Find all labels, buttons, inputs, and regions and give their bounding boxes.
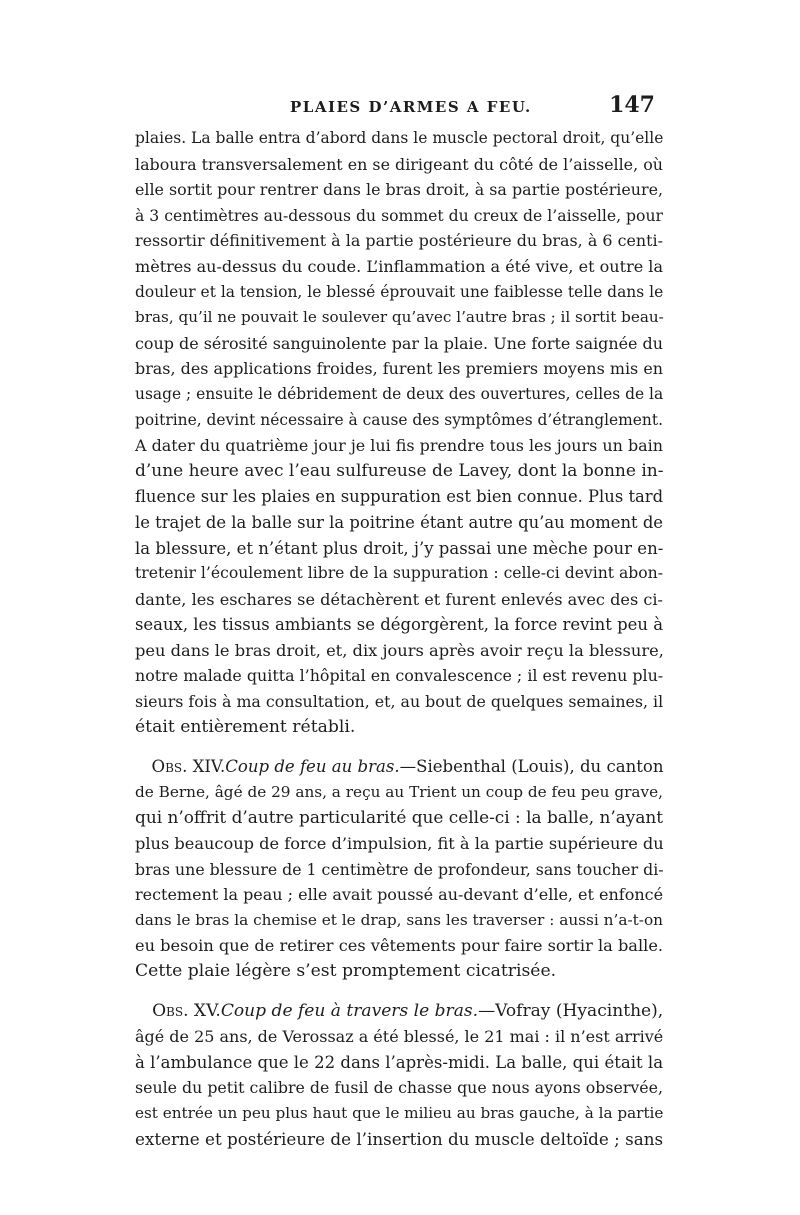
text-line: externe et postérieure de l’insertion du muscle deltoïde ; sans	[135, 1128, 664, 1149]
text-line: est entrée un peu plus haut que le milieu au bras gauche, à la partie	[135, 1103, 664, 1122]
text-line: coup de sérosité sanguinolente par la plaie. Une forte saignée du	[135, 333, 663, 353]
text-line: la blessure, et n’étant plus droit, j’y passai une mèche pour en-	[135, 538, 664, 558]
text-line: était entièrement rétabli.	[135, 716, 356, 737]
text-line: âgé de 25 ans, de Verossaz a été blessé, le 21 mai : il n’est arrivé	[135, 1027, 664, 1047]
observation-text: —Vofray (Hyacinthe),	[478, 1000, 664, 1021]
observation-title: Coup de feu à travers le bras.	[220, 1000, 479, 1021]
text-line: peu dans le bras droit, et, dix jours après avoir reçu la blessure,	[135, 640, 664, 660]
observation-14	[135, 754, 663, 984]
observation-heading-line	[135, 999, 663, 1025]
book-page	[135, 92, 663, 1152]
text-line: seule du petit calibre de fusil de chasse que nous ayons observée,	[135, 1078, 663, 1098]
text-line: seaux, les tissus ambiants se dégorgèrent, la force revint peu à	[135, 615, 663, 635]
text-line: elle sortit pour rentrer dans le bras droit, à sa partie postérieure,	[135, 180, 664, 200]
observation-label: Obs. XV.	[152, 1000, 221, 1021]
text-line: Cette plaie légère s’est promptement cicatrisée.	[135, 961, 557, 981]
running-head	[135, 92, 663, 126]
text-line: laboura transversalement en se dirigeant du côté de l’aisselle, où	[135, 154, 663, 174]
text-line: sieurs fois à ma consultation, et, au bout de quelques semaines, il	[135, 692, 664, 712]
text-line: à l’ambulance que le 22 dans l’après-midi. La balle, qui était la	[135, 1052, 664, 1072]
text-line: qui n’offrit d’autre particularité que celle-ci : la balle, n’ayant	[135, 807, 664, 828]
text-line: fluence sur les plaies en suppuration est bien connue. Plus tard	[135, 487, 664, 507]
text-line: plus beaucoup de force d’impulsion, fit à la partie supérieure du	[135, 834, 664, 854]
text-line: dans le bras la chemise et le drap, sans les traverser : aussi n’a-t-on	[135, 910, 664, 929]
text-line: à 3 centimètres au-dessous du sommet du creux de l’aisselle, pour	[135, 205, 663, 225]
text-line: de Berne, âgé de 29 ans, a reçu au Trient un coup de feu peu grave,	[135, 782, 663, 801]
text-line: A dater du quatrième jour je lui fis prendre tous les jours un bain	[135, 436, 663, 456]
text-line: bras une blessure de 1 centimètre de profondeur, sans toucher di-	[135, 859, 664, 879]
paragraph-continuation	[135, 126, 663, 740]
observation-title: Coup de feu au bras.	[225, 757, 400, 777]
text-line: usage ; ensuite le débridement de deux des ouvertures, celles de la	[135, 384, 664, 403]
text-line: le trajet de la balle sur la poitrine étant autre qu’au moment de	[135, 512, 663, 532]
text-line: bras, des applications froides, furent les premiers moyens mis en	[135, 359, 663, 379]
text-line: poitrine, devint nécessaire à cause des symptômes d’étranglement.	[135, 410, 663, 429]
observation-text: —Siebenthal (Louis), du canton	[399, 757, 664, 777]
running-title: PLAIES D’ARMES A FEU.	[290, 98, 532, 116]
text-line: plaies. La balle entra d’abord dans le muscle pectoral droit, qu’elle	[135, 129, 664, 147]
observation-heading-line	[135, 754, 663, 780]
text-line: douleur et la tension, le blessé éprouvait une faiblesse telle dans le	[135, 282, 664, 301]
text-line: bras, qu’il ne pouvait le soulever qu’avec l’autre bras ; il sortit beau-	[135, 308, 664, 327]
page-number: 147	[609, 92, 655, 118]
observation-label: Obs. XIV.	[151, 757, 226, 777]
text-line: mètres au-dessus du coude. L’inflammation a été vive, et outre la	[135, 256, 663, 276]
text-line: ressortir définitivement à la partie postérieure du bras, à 6 centi-	[135, 231, 663, 251]
text-line: tretenir l’écoulement libre de la suppuration : celle-ci devint abon-	[135, 564, 663, 583]
text-line: rectement la peau ; elle avait poussé au-devant d’elle, et enfoncé	[135, 885, 664, 905]
text-line: d’une heure avec l’eau sulfureuse de Lavey, dont la bonne in-	[135, 460, 664, 481]
text-line: dante, les eschares se détachèrent et furent enlevés avec des ci-	[135, 589, 663, 609]
observation-15	[135, 999, 663, 1153]
text-line: eu besoin que de retirer ces vêtements pour faire sortir la balle.	[135, 936, 664, 956]
text-line: notre malade quitta l’hôpital en convalescence ; il est revenu plu-	[135, 666, 664, 686]
